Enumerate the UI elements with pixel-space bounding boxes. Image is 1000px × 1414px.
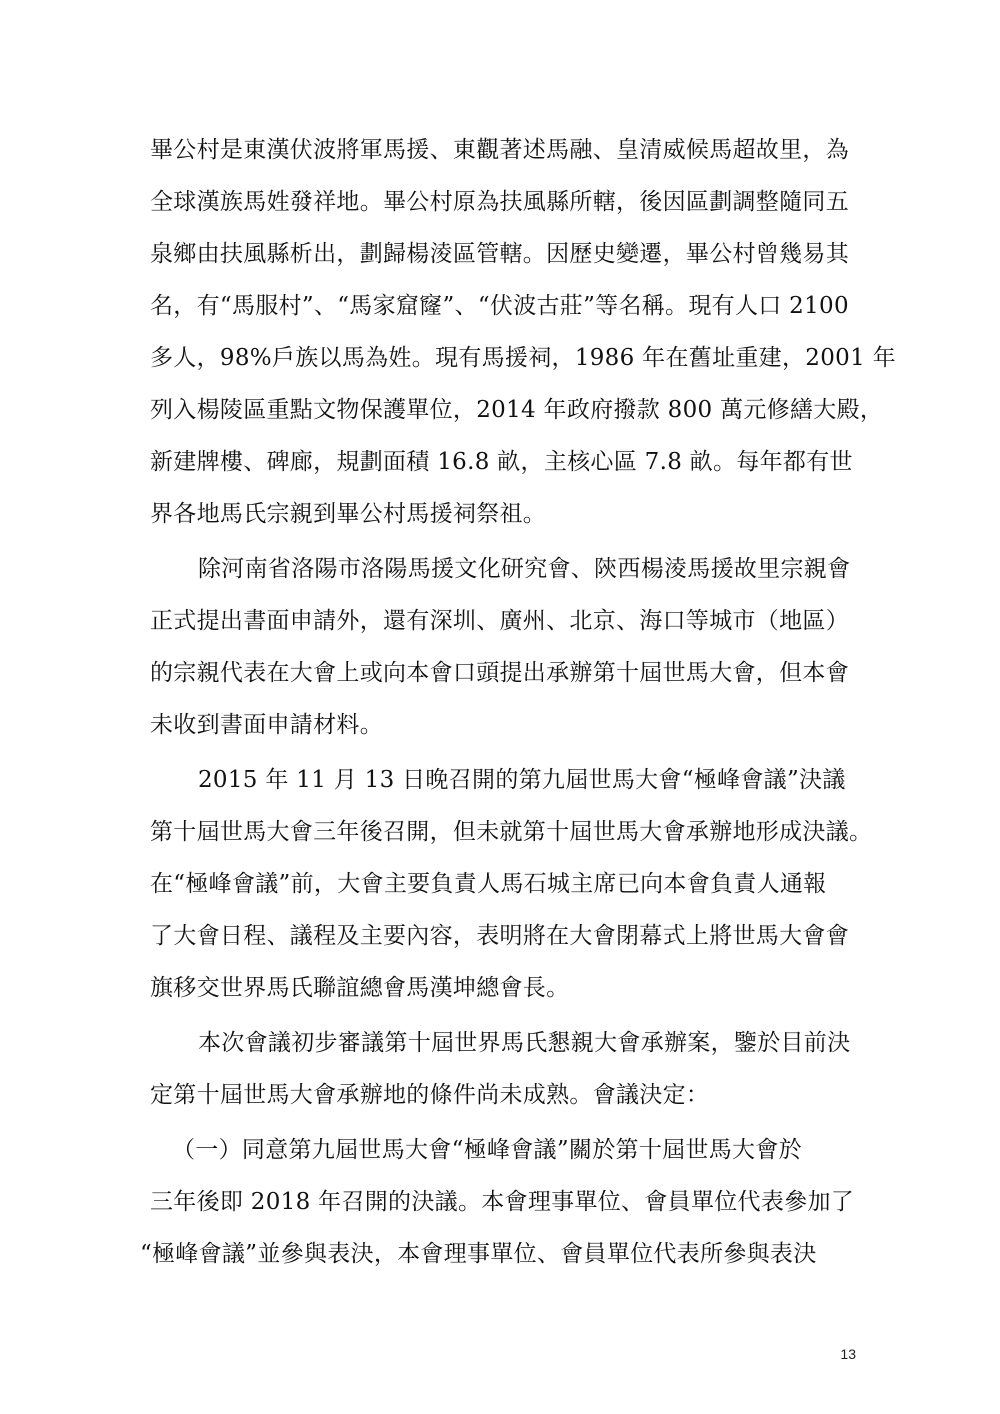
paragraph-1-line-3: 泉鄉由扶風縣析出，劃歸楊淩區管轄。因歷史變遷，畢公村曾幾易其 (150, 241, 849, 267)
paragraph-3-line-5: 旗移交世界馬氏聯誼總會馬漢坤總會長。 (150, 975, 570, 1001)
paragraph-1-line-2: 全球漢族馬姓發祥地。畢公村原為扶風縣所轄，後因區劃調整隨同五 (150, 189, 849, 215)
paragraph-5-line-1: （一）同意第九屆世馬大會“極峰會議”關於第十屆世馬大會於 (172, 1137, 802, 1163)
paragraph-1-line-6: 列入楊陵區重點文物保護單位，2014 年政府撥款 800 萬元修繕大殿， (150, 397, 884, 423)
paragraph-2-line-1: 除河南省洛陽市洛陽馬援文化研究會、陝西楊淩馬援故里宗親會 (198, 556, 851, 582)
paragraph-2-line-3: 的宗親代表在大會上或向本會口頭提出承辦第十屆世馬大會，但本會 (150, 660, 849, 686)
paragraph-2-line-4: 未收到書面申請材料。 (150, 712, 383, 738)
paragraph-1-line-7: 新建牌樓、碑廊，規劃面積 16.8 畝，主核心區 7.8 畝。每年都有世 (150, 449, 853, 475)
paragraph-3-line-4: 了大會日程、議程及主要內容，表明將在大會閉幕式上將世馬大會會 (150, 923, 849, 949)
paragraph-1-line-4: 名，有“馬服村”、“馬家窟窿”、“伏波古莊”等名稱。現有人口 2100 (150, 293, 849, 319)
paragraph-1-line-5: 多人，98%戶族以馬為姓。現有馬援祠，1986 年在舊址重建，2001 年 (150, 345, 896, 371)
paragraph-1-line-8: 界各地馬氏宗親到畢公村馬援祠祭祖。 (150, 501, 547, 527)
paragraph-2-line-2: 正式提出書面申請外，還有深圳、廣州、北京、海口等城市（地區） (150, 608, 849, 634)
paragraph-1-line-1: 畢公村是東漢伏波將軍馬援、東觀著述馬融、皇清威候馬超故里，為 (150, 137, 849, 163)
paragraph-3-line-2: 第十屆世馬大會三年後召開，但未就第十屆世馬大會承辦地形成決議。 (150, 819, 873, 845)
paragraph-4-line-1: 本次會議初步審議第十屆世界馬氏懇親大會承辦案，鑒於目前決 (198, 1030, 851, 1056)
paragraph-3-line-3: 在“極峰會議”前，大會主要負責人馬石城主席已向本會負責人通報 (150, 871, 827, 897)
paragraph-5-line-3: “極峰會議”並參與表決，本會理事單位、會員單位代表所參與表決 (140, 1241, 817, 1267)
paragraph-5-line-2: 三年後即 2018 年召開的決議。本會理事單位、會員單位代表參加了 (150, 1189, 855, 1215)
paragraph-3-line-1: 2015 年 11 月 13 日晚召開的第九屆世馬大會“極峰會議”決議 (198, 767, 846, 793)
paragraph-4-line-2: 定第十屆世馬大會承辦地的條件尚未成熟。會議決定： (150, 1082, 710, 1108)
page-number: 13 (840, 1346, 856, 1362)
